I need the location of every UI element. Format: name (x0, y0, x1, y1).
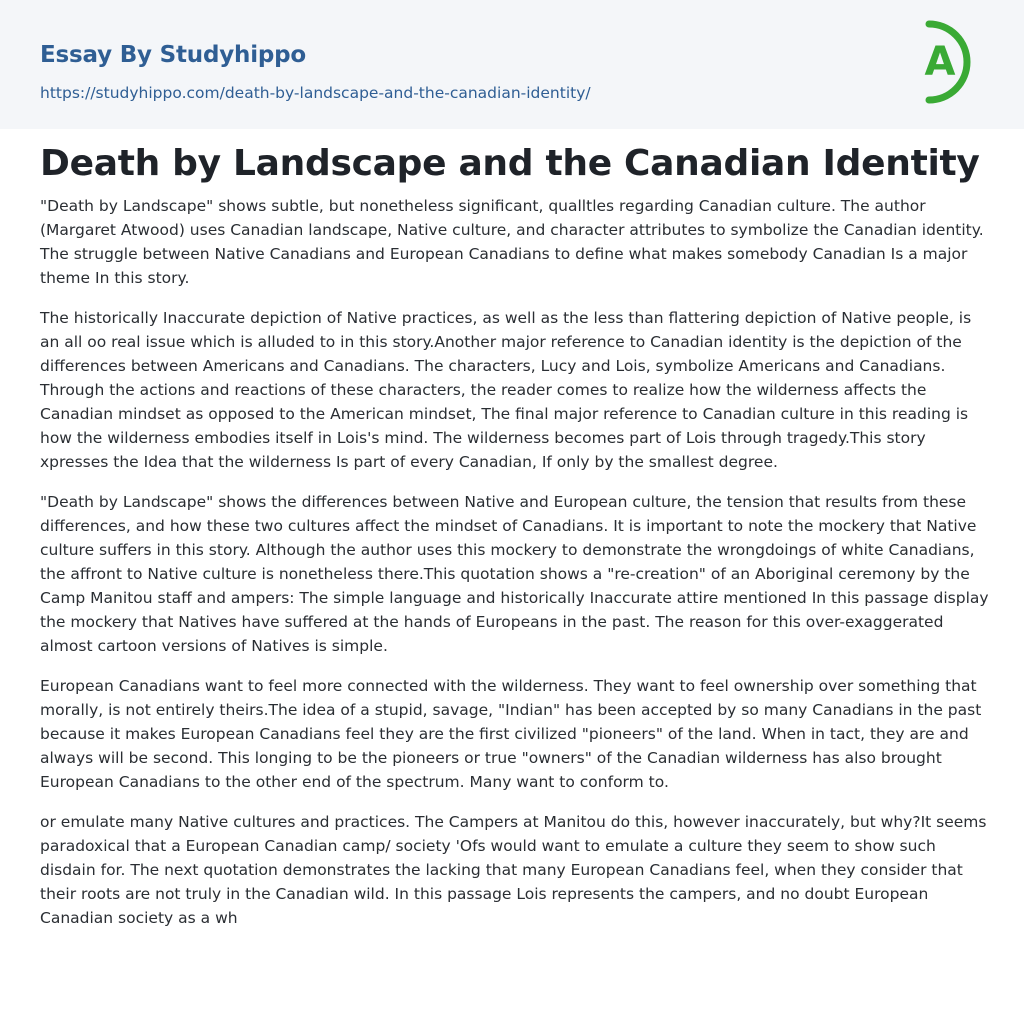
essay-url-link[interactable]: https://studyhippo.com/death-by-landscape-and-the-canadian-identity/ (40, 84, 591, 102)
essay-body (40, 194, 990, 946)
essay-paragraph: or emulate many Native cultures and practices. The Campers at Manitou do this, however inaccurately, but why?It seems paradoxical that a European Canadian camp/ society 'Ofs would want to emulate a culture they seem to show such disdain for. The next quotation demonstrates the lacking that many European Canadians feel, when they consider that their roots are not truly in the Canadian wild. In this passage Lois represents the campers, and no doubt European Canadian society as a wh (40, 813, 987, 927)
logo-letter: A (924, 39, 956, 85)
essay-paragraph: "Death by Landscape" shows subtle, but nonetheless significant, qualltles regarding Canadian culture. The author (Margaret Atwood) uses Canadian landscape, Native culture, and character attributes to symbolize the Canadian identity. The struggle between Native Canadians and European Canadians to define what makes somebody Canadian Is a major theme In this story. (40, 197, 984, 287)
essay-paragraph: European Canadians want to feel more connected with the wilderness. They want to feel ownership over something that morally, is not entirely theirs.The idea of a stupid, savage, "Indian" has been accepted by so many Canadians in the past because it makes European Canadians feel they are the first civilized "pioneers" of the land. When in tact, they are and always will be second. This longing to be the pioneers or true "owners" of the Canadian wilderness has also brought European Canadians to the other end of the spectrum. Many want to conform to. (40, 677, 982, 791)
page-title: Death by Landscape and the Canadian Identity (40, 143, 980, 184)
essay-paragraph: "Death by Landscape" shows the differences between Native and European culture, the tension that results from these differences, and how these two cultures affect the mindset of Canadians. It is important to note the mockery that Native culture suffers in this story. Although the author uses this mockery to demonstrate the wrongdoings of white Canadians, the affront to Native culture is nonetheless there.This quotation shows a "re-creation" of an Aboriginal ceremony by the Camp Manitou staff and ampers: The simple language and historically Inaccurate attire mentioned In this passage display the mockery that Natives have suffered at the hands of Europeans in the past. The reason for this over-exaggerated almost cartoon versions of Natives is simple. (40, 493, 989, 655)
essay-paragraph: The historically Inaccurate depiction of Native practices, as well as the less than flattering depiction of Native people, is an all oo real issue which is alluded to in this story.Another major reference to Canadian identity is the depiction of the differences between Americans and Canadians. The characters, Lucy and Lois, symbolize Americans and Canadians. Through the actions and reactions of these characters, the reader comes to realize how the wilderness affects the Canadian mindset as opposed to the American mindset, The final major reference to Canadian culture in this reading is how the wilderness embodies itself in Lois's mind. The wilderness becomes part of Lois through tragedy.This story xpresses the Idea that the wilderness Is part of every Canadian, If only by the smallest degree. (40, 309, 972, 471)
studyhippo-logo-icon[interactable] (905, 12, 995, 112)
site-header (0, 0, 1024, 129)
site-brand[interactable]: Essay By Studyhippo (40, 42, 307, 68)
